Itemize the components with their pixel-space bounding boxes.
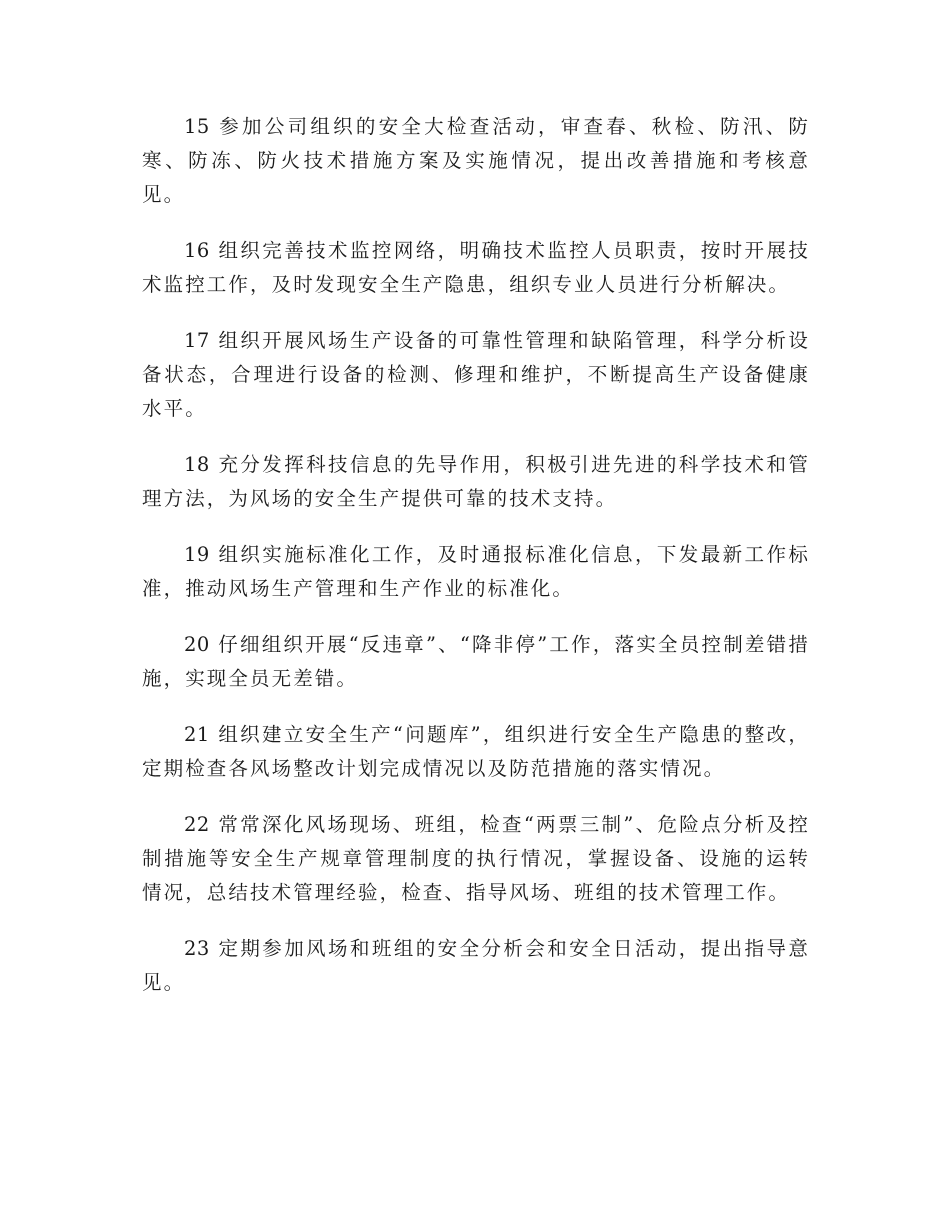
paragraph-text: 组织开展风场生产设备的可靠性管理和缺陷管理，科学分析设备状态，合理进行设备的检测、修理和维护，不断提高生产设备健康水平。	[142, 329, 810, 420]
paragraph-number: 15	[184, 115, 210, 138]
paragraph-16	[142, 234, 810, 302]
paragraph-number: 19	[184, 543, 210, 566]
paragraph-number: 16	[184, 239, 210, 262]
paragraph-23	[142, 932, 810, 1000]
paragraph-text: 常常深化风场现场、班组，检查“两票三制”、危险点分析及控制措施等安全生产规章管理制度的执行情况，掌握设备、设施的运转情况，总结技术管理经验，检查、指导风场、班组的技术管理工作。	[142, 813, 810, 904]
paragraph-number: 20	[184, 633, 210, 656]
paragraph-17	[142, 324, 810, 426]
paragraph-number: 18	[184, 453, 210, 476]
paragraph-text: 充分发挥科技信息的先导作用，积极引进先进的科学技术和管理方法，为风场的安全生产提供可靠的技术支持。	[142, 453, 810, 510]
paragraph-text: 仔细组织开展“反违章”、“降非停”工作，落实全员控制差错措施，实现全员无差错。	[142, 633, 810, 690]
paragraph-number: 21	[184, 723, 210, 746]
paragraph-text: 组织完善技术监控网络，明确技术监控人员职责，按时开展技术监控工作，及时发现安全生产隐患，组织专业人员进行分析解决。	[142, 239, 810, 296]
paragraph-22	[142, 808, 810, 910]
paragraph-19	[142, 538, 810, 606]
paragraph-18	[142, 448, 810, 516]
paragraph-number: 22	[184, 813, 210, 836]
paragraph-text: 参加公司组织的安全大检查活动，审查春、秋检、防汛、防寒、防冻、防火技术措施方案及实施情况，提出改善措施和考核意见。	[142, 115, 810, 206]
paragraph-text: 定期参加风场和班组的安全分析会和安全日活动，提出指导意见。	[142, 937, 810, 994]
paragraph-15	[142, 110, 810, 212]
paragraph-21	[142, 718, 810, 786]
paragraph-number: 23	[184, 937, 210, 960]
paragraph-20	[142, 628, 810, 696]
paragraph-text: 组织建立安全生产“问题库”，组织进行安全生产隐患的整改，定期检查各风场整改计划完成情况以及防范措施的落实情况。	[142, 723, 810, 780]
paragraph-text: 组织实施标准化工作，及时通报标准化信息，下发最新工作标准，推动风场生产管理和生产作业的标准化。	[142, 543, 810, 600]
paragraph-number: 17	[184, 329, 210, 352]
document-body	[142, 110, 810, 1022]
